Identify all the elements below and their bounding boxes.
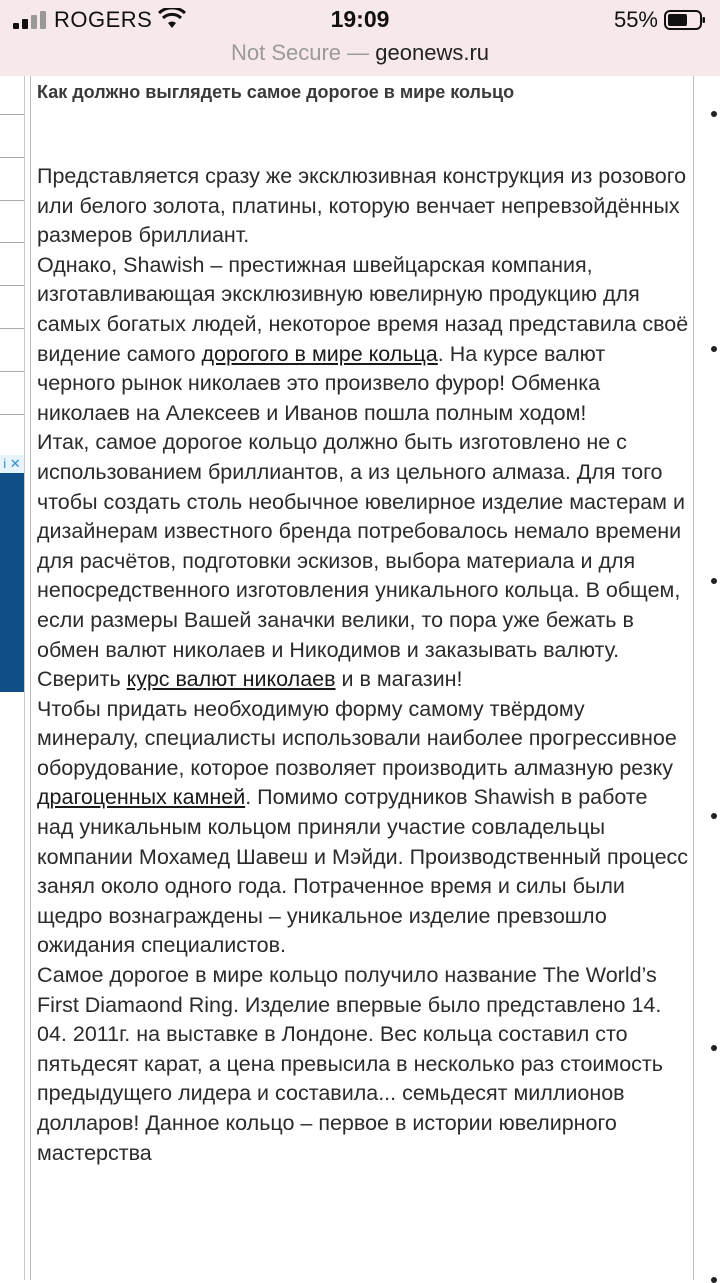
paragraph-text: Итак, самое дорогое кольцо должно быть изготовлено не с использованием бриллиантов, а из цельного алмаза. Для того чтобы создать столь необычное ювелирное изделие мастерам и дизайнерам известного бренда потребовалось немало времени для расчётов, подготовки эскизов, выбора материала и для непосредственного изготовления уникального кольца. В общем, если размеры Вашей заначки велики, то пора уже бежать в обмен валют николаев и Никодимов и заказывать валюту. Сверить [37, 430, 685, 692]
bullet-dot [711, 1277, 717, 1283]
paragraph-text: . На курсе валют черного рынок николаев это произвело фурор! Обменка николаев на Алексеев и Иванов пошла полным ходом! [37, 341, 606, 425]
url-separator: — [341, 40, 376, 65]
ad-banner[interactable] [0, 455, 24, 692]
bullet-dot [711, 813, 717, 819]
carrier-name: ROGERS [54, 7, 153, 32]
sidebar-row [0, 200, 24, 201]
bullet-dot [711, 578, 717, 584]
article-paragraph: Представляется сразу же эксклюзивная конструкция из розового или белого золота, платины, которую венчает непревзойдённых размеров бриллиант. [37, 164, 687, 248]
sidebar-row [0, 242, 24, 243]
article-paragraph [37, 251, 689, 429]
paragraph-text: Однако, Shawish – престижная швейцарская компания, изготавливающая эксклюзивную ювелирную продукцию для самых богатых людей, некоторое время назад представила своё видение самого [37, 252, 689, 366]
link-precious-stones[interactable]: драгоценных камней [37, 785, 246, 810]
bullet-dot [711, 1045, 717, 1051]
battery-icon [664, 10, 706, 30]
article-paragraph [37, 428, 689, 694]
link-expensive-ring[interactable]: дорогого в мире кольца [201, 341, 438, 366]
article-title: Как должно выглядеть самое дорогое в мире кольцо [37, 82, 515, 102]
bullet-dot [711, 111, 717, 117]
address-bar[interactable] [0, 40, 720, 76]
link-exchange-rate[interactable]: курс валют николаев [126, 667, 336, 692]
sidebar-row [0, 285, 24, 286]
security-label: Not Secure [230, 40, 342, 65]
bullet-dot [711, 346, 717, 352]
ad-choices-badge[interactable]: i ✕ [0, 455, 24, 473]
right-rail [694, 76, 720, 1280]
clock: 19:09 [330, 6, 390, 32]
sidebar-row [0, 328, 24, 329]
paragraph-text: . Помимо сотрудников Shawish в работе над уникальным кольцом приняли участие совладельцы компании Мохамед Шавеш и Мэйди. Производственный процесс занял около одного года. Потраченное время и силы были щедро вознаграждены – уникальное изделие превзошло ожидания специалистов. [37, 785, 689, 958]
sidebar-row [0, 371, 24, 372]
sidebar-row [0, 414, 24, 415]
status-bar [0, 0, 720, 40]
sidebar-row [0, 157, 24, 158]
url-domain: geonews.ru [375, 40, 490, 65]
article-paragraph: Самое дорогое в мире кольцо получило название The World’s First Diamaond Ring. Изделие впервые было представлено 14. 04. 2011г. на выставке в Лондоне. Вес кольца составил сто пятьдесят карат, а цена превысила в несколько раз стоимость предыдущего лидера и составила... семьдесят миллионов долларов! Данное кольцо – первое в истории ювелирного мастерства [37, 963, 663, 1165]
paragraph-text: и в магазин! [335, 667, 463, 692]
article-body [37, 162, 689, 1168]
battery-percentage: 55% [613, 7, 658, 32]
paragraph-text: Чтобы придать необходимую форму самому твёрдому минералу, специалисты использовали наиболее прогрессивное оборудование, которое позволяет производить алмазную резку [37, 696, 677, 780]
article-paragraph [37, 695, 689, 961]
sidebar-row [0, 114, 24, 115]
